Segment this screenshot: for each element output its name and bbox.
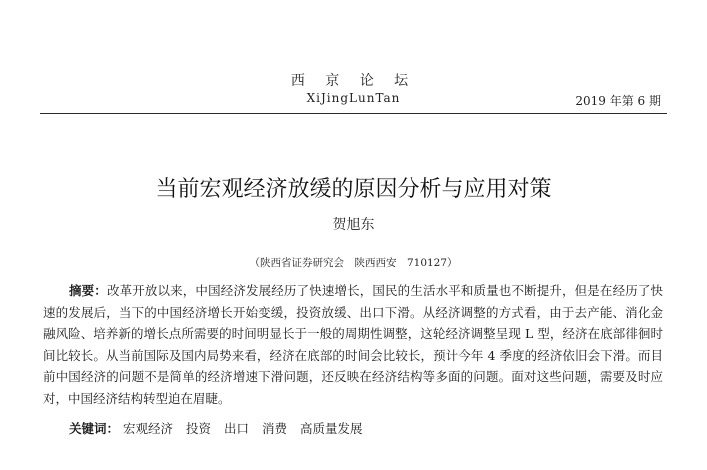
author: 贺旭东 bbox=[332, 217, 375, 233]
keyword: 高质量发展 bbox=[300, 421, 363, 436]
article-title: 当前宏观经济放缓的原因分析与应用对策 bbox=[155, 177, 552, 202]
abstract-text: 改革开放以来，中国经济发展经历了快速增长，国民的生活水平和质量也不断提升，但是在经历了快速的发展后，当下的中国经济增长开始变缓，投资放缓、出口下滑。从经济调整的方式看，由于去产能、消化金融风险、培养新的增长点所需要的时间明显长于一般的周期性调整，这轮经济调整呈现 L 型，经济在底部徘徊时间比较长。从当前国际及国内局势来看，经济在底部的时间会比较长，预计今年 4 季度的经济依旧会下滑。而目前中国经济的问题不是简单的经济增速下滑问题，还反映在经济结构等多面的问题。面对这些问题，需要及时应对，中国经济结构转型迫在眉睫。 bbox=[43, 283, 663, 406]
affiliation: （陕西省证券研究会 陕西西安 710127） bbox=[249, 257, 458, 269]
issue-label: 2019 年第 6 期 bbox=[575, 94, 661, 108]
keyword: 消费 bbox=[262, 421, 288, 436]
journal-pinyin: XiJingLunTan bbox=[306, 91, 401, 105]
keyword: 投资 bbox=[186, 421, 212, 436]
keyword: 出口 bbox=[224, 421, 250, 436]
abstract bbox=[43, 280, 663, 409]
keywords-label: 关键词： bbox=[69, 421, 120, 436]
keyword: 宏观经济 bbox=[123, 421, 174, 436]
keywords bbox=[69, 419, 372, 437]
header-rule bbox=[40, 113, 667, 114]
abstract-label: 摘要： bbox=[69, 283, 107, 298]
journal-name: 西 京 论 坛 bbox=[290, 73, 417, 89]
